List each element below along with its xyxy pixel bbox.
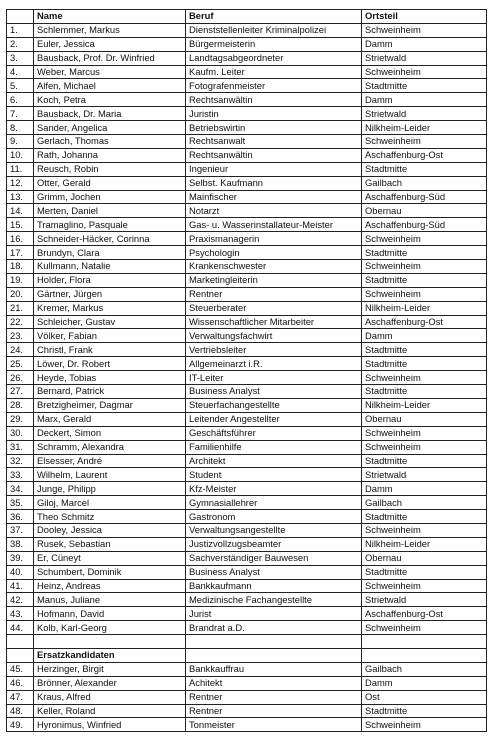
cell-beruf: Rentner bbox=[186, 287, 362, 301]
cell-name: Gerlach, Thomas bbox=[34, 135, 186, 149]
cell-name: Bausback, Prof. Dr. Winfried bbox=[34, 51, 186, 65]
table-row bbox=[7, 218, 487, 232]
cell-beruf: Ingenieur bbox=[186, 162, 362, 176]
cell-ortsteil: Schweinheim bbox=[362, 579, 487, 593]
cell-name: Rath, Johanna bbox=[34, 148, 186, 162]
cell-beruf: Rentner bbox=[186, 704, 362, 718]
cell-nr: 5. bbox=[7, 79, 34, 93]
cell-beruf: Student bbox=[186, 468, 362, 482]
cell-nr: 32. bbox=[7, 454, 34, 468]
cell-beruf: Vertriebsleiter bbox=[186, 343, 362, 357]
cell-nr: 27. bbox=[7, 385, 34, 399]
table-row bbox=[7, 315, 487, 329]
cell-nr: 1. bbox=[7, 23, 34, 37]
cell-beruf: Leitender Angestellter bbox=[186, 412, 362, 426]
cell-ortsteil: Stadtmitte bbox=[362, 510, 487, 524]
cell-beruf: Verwaltungsangestellte bbox=[186, 523, 362, 537]
cell-name: Bausback, Dr. Maria bbox=[34, 107, 186, 121]
cell-ortsteil: Schweinheim bbox=[362, 371, 487, 385]
cell-ortsteil: Schweinheim bbox=[362, 232, 487, 246]
cell-beruf: Rentner bbox=[186, 690, 362, 704]
cell-beruf: Achitekt bbox=[186, 676, 362, 690]
cell-beruf: Rechtsanwältin bbox=[186, 93, 362, 107]
cell-ortsteil: Aschaffenburg-Ost bbox=[362, 315, 487, 329]
cell-name: Bretzigheimer, Dagmar bbox=[34, 398, 186, 412]
table-row bbox=[7, 690, 487, 704]
cell-name: Wilhelm, Laurent bbox=[34, 468, 186, 482]
cell-beruf: Steuerfachangestellte bbox=[186, 398, 362, 412]
cell-ortsteil: Damm bbox=[362, 37, 487, 51]
cell-beruf: Notarzt bbox=[186, 204, 362, 218]
cell-ortsteil: Gailbach bbox=[362, 496, 487, 510]
cell-name: Kremer, Markus bbox=[34, 301, 186, 315]
cell-beruf: Gas- u. Wasserinstallateur-Meister bbox=[186, 218, 362, 232]
cell-beruf: Betriebswirtin bbox=[186, 121, 362, 135]
cell-beruf: Business Analyst bbox=[186, 565, 362, 579]
table-row bbox=[7, 246, 487, 260]
cell-nr: 18. bbox=[7, 260, 34, 274]
ersatz-heading: Ersatzkandidaten bbox=[34, 648, 186, 662]
cell-beruf: Psychologin bbox=[186, 246, 362, 260]
cell-beruf: Justizvollzugsbeamter bbox=[186, 537, 362, 551]
cell-nr: 45. bbox=[7, 662, 34, 676]
table-row bbox=[7, 468, 487, 482]
table-row bbox=[7, 343, 487, 357]
cell-name: Hyronimus, Winfried bbox=[34, 718, 186, 732]
cell-nr: 6. bbox=[7, 93, 34, 107]
cell-beruf: Familienhilfe bbox=[186, 440, 362, 454]
cell-name: Herzinger, Birgit bbox=[34, 662, 186, 676]
cell-ortsteil: Damm bbox=[362, 482, 487, 496]
cell-ortsteil: Strietwald bbox=[362, 593, 487, 607]
cell-nr: 4. bbox=[7, 65, 34, 79]
cell-beruf: Marketingleiterin bbox=[186, 273, 362, 287]
cell-nr: 2. bbox=[7, 37, 34, 51]
table-row bbox=[7, 287, 487, 301]
cell-name: Otter, Gerald bbox=[34, 176, 186, 190]
table-row bbox=[7, 37, 487, 51]
cell-ortsteil: Stadtmitte bbox=[362, 385, 487, 399]
cell-ortsteil: Aschaffenburg-Ost bbox=[362, 607, 487, 621]
cell-name: Elsesser, André bbox=[34, 454, 186, 468]
table-row bbox=[7, 523, 487, 537]
cell-ortsteil: Schweinheim bbox=[362, 523, 487, 537]
cell-ortsteil: Stadtmitte bbox=[362, 79, 487, 93]
cell-nr: 11. bbox=[7, 162, 34, 176]
cell-name: Alfen, Michael bbox=[34, 79, 186, 93]
cell-ortsteil: Nilkheim-Leider bbox=[362, 398, 487, 412]
cell-nr: 8. bbox=[7, 121, 34, 135]
cell-beruf: Rechtsanwältin bbox=[186, 148, 362, 162]
cell-beruf: Steuerberater bbox=[186, 301, 362, 315]
cell-nr: 10. bbox=[7, 148, 34, 162]
cell-nr: 49. bbox=[7, 718, 34, 732]
cell-nr: 19. bbox=[7, 273, 34, 287]
cell-ortsteil: Stadtmitte bbox=[362, 565, 487, 579]
cell-name: Theo Schmitz bbox=[34, 510, 186, 524]
cell-ortsteil: Stadtmitte bbox=[362, 357, 487, 371]
cell-ortsteil: Gailbach bbox=[362, 662, 487, 676]
table-row bbox=[7, 412, 487, 426]
cell-name: Er, Cüneyt bbox=[34, 551, 186, 565]
table-row bbox=[7, 121, 487, 135]
cell-beruf: Verwaltungsfachwirt bbox=[186, 329, 362, 343]
cell-name: Schramm, Alexandra bbox=[34, 440, 186, 454]
cell-beruf: IT-Leiter bbox=[186, 371, 362, 385]
cell-name: Grimm, Jochen bbox=[34, 190, 186, 204]
cell-nr: 33. bbox=[7, 468, 34, 482]
table-row bbox=[7, 537, 487, 551]
cell-name: Heinz, Andreas bbox=[34, 579, 186, 593]
table-row bbox=[7, 482, 487, 496]
cell-nr: 20. bbox=[7, 287, 34, 301]
cell-ortsteil: Stadtmitte bbox=[362, 343, 487, 357]
cell-nr: 12. bbox=[7, 176, 34, 190]
table-row bbox=[7, 162, 487, 176]
cell-name: Christl, Frank bbox=[34, 343, 186, 357]
cell-beruf: Business Analyst bbox=[186, 385, 362, 399]
cell-ortsteil: Schweinheim bbox=[362, 23, 487, 37]
candidate-list bbox=[7, 23, 487, 634]
table-row bbox=[7, 93, 487, 107]
cell-nr: 43. bbox=[7, 607, 34, 621]
table-row bbox=[7, 260, 487, 274]
table-row bbox=[7, 440, 487, 454]
cell-ortsteil: Obernau bbox=[362, 204, 487, 218]
cell-beruf: Kaufm. Leiter bbox=[186, 65, 362, 79]
header-beruf: Beruf bbox=[186, 10, 362, 24]
cell-ortsteil: Ost bbox=[362, 690, 487, 704]
cell-name: Rusek, Sebastian bbox=[34, 537, 186, 551]
table-row bbox=[7, 79, 487, 93]
cell-nr: 16. bbox=[7, 232, 34, 246]
cell-nr: 47. bbox=[7, 690, 34, 704]
table-row bbox=[7, 176, 487, 190]
table-row bbox=[7, 65, 487, 79]
table-row bbox=[7, 607, 487, 621]
table-row bbox=[7, 398, 487, 412]
cell-name: Schneider-Häcker, Corinna bbox=[34, 232, 186, 246]
cell-ortsteil: Damm bbox=[362, 676, 487, 690]
cell-name: Merten, Daniel bbox=[34, 204, 186, 218]
table-row bbox=[7, 371, 487, 385]
table-row bbox=[7, 621, 487, 635]
cell-ortsteil: Nilkheim-Leider bbox=[362, 537, 487, 551]
cell-beruf: Brandrat a.D. bbox=[186, 621, 362, 635]
cell-name: Reusch, Robin bbox=[34, 162, 186, 176]
cell-nr: 40. bbox=[7, 565, 34, 579]
cell-beruf: Fotografenmeister bbox=[186, 79, 362, 93]
cell-nr: 17. bbox=[7, 246, 34, 260]
cell-ortsteil: Schweinheim bbox=[362, 426, 487, 440]
cell-nr: 21. bbox=[7, 301, 34, 315]
cell-ortsteil: Nilkheim-Leider bbox=[362, 121, 487, 135]
cell-nr: 31. bbox=[7, 440, 34, 454]
cell-beruf: Selbst. Kaufmann bbox=[186, 176, 362, 190]
cell-name: Hofmann, David bbox=[34, 607, 186, 621]
cell-ortsteil: Stadtmitte bbox=[362, 454, 487, 468]
table-row bbox=[7, 190, 487, 204]
cell-ortsteil: Schweinheim bbox=[362, 718, 487, 732]
cell-name: Gärtner, Jürgen bbox=[34, 287, 186, 301]
cell-name: Dooley, Jessica bbox=[34, 523, 186, 537]
cell-nr: 25. bbox=[7, 357, 34, 371]
cell-beruf: Mainfischer bbox=[186, 190, 362, 204]
cell-nr: 37. bbox=[7, 523, 34, 537]
cell-beruf: Medizinische Fachangestellte bbox=[186, 593, 362, 607]
cell-beruf: Allgemeinarzt i.R. bbox=[186, 357, 362, 371]
cell-beruf: Landtagsabgeordneter bbox=[186, 51, 362, 65]
cell-nr: 36. bbox=[7, 510, 34, 524]
cell-ortsteil: Damm bbox=[362, 93, 487, 107]
cell-ortsteil: Schweinheim bbox=[362, 440, 487, 454]
table-row bbox=[7, 579, 487, 593]
cell-ortsteil: Gailbach bbox=[362, 176, 487, 190]
cell-beruf: Gastronom bbox=[186, 510, 362, 524]
header-nr bbox=[7, 10, 34, 24]
table-row bbox=[7, 676, 487, 690]
cell-name: Deckert, Simon bbox=[34, 426, 186, 440]
ersatz-heading-row bbox=[7, 648, 487, 662]
cell-name: Brundyn, Clara bbox=[34, 246, 186, 260]
header-ortsteil: Ortsteil bbox=[362, 10, 487, 24]
table-row bbox=[7, 148, 487, 162]
cell-nr: 9. bbox=[7, 135, 34, 149]
separator bbox=[7, 635, 487, 663]
cell-nr: 7. bbox=[7, 107, 34, 121]
table-row bbox=[7, 232, 487, 246]
table-row bbox=[7, 454, 487, 468]
table-row bbox=[7, 107, 487, 121]
cell-ortsteil: Obernau bbox=[362, 551, 487, 565]
cell-nr: 3. bbox=[7, 51, 34, 65]
cell-nr: 41. bbox=[7, 579, 34, 593]
cell-ortsteil: Aschaffenburg-Süd bbox=[362, 190, 487, 204]
cell-ortsteil: Schweinheim bbox=[362, 135, 487, 149]
table-row bbox=[7, 565, 487, 579]
cell-beruf: Tonmeister bbox=[186, 718, 362, 732]
table-row bbox=[7, 496, 487, 510]
table-row bbox=[7, 593, 487, 607]
cell-name: Junge, Philipp bbox=[34, 482, 186, 496]
cell-name: Sander, Angelica bbox=[34, 121, 186, 135]
table-row bbox=[7, 551, 487, 565]
cell-beruf: Praxismanagerin bbox=[186, 232, 362, 246]
cell-nr: 34. bbox=[7, 482, 34, 496]
table-row bbox=[7, 51, 487, 65]
table-row bbox=[7, 426, 487, 440]
cell-nr: 48. bbox=[7, 704, 34, 718]
cell-nr: 44. bbox=[7, 621, 34, 635]
table-row bbox=[7, 718, 487, 732]
cell-name: Holder, Flora bbox=[34, 273, 186, 287]
cell-ortsteil: Obernau bbox=[362, 412, 487, 426]
table-row bbox=[7, 204, 487, 218]
cell-name: Völker, Fabian bbox=[34, 329, 186, 343]
cell-beruf: Bankkauffrau bbox=[186, 662, 362, 676]
table-row bbox=[7, 273, 487, 287]
table-header-row bbox=[7, 10, 487, 24]
cell-beruf: Gymnasiallehrer bbox=[186, 496, 362, 510]
table-row bbox=[7, 135, 487, 149]
cell-ortsteil: Schweinheim bbox=[362, 287, 487, 301]
table-row bbox=[7, 510, 487, 524]
cell-ortsteil: Schweinheim bbox=[362, 65, 487, 79]
cell-beruf: Geschäftsführer bbox=[186, 426, 362, 440]
cell-ortsteil: Stadtmitte bbox=[362, 246, 487, 260]
cell-beruf: Krankenschwester bbox=[186, 260, 362, 274]
cell-beruf: Wissenschaftlicher Mitarbeiter bbox=[186, 315, 362, 329]
cell-beruf: Bankkaufmann bbox=[186, 579, 362, 593]
cell-ortsteil: Schweinheim bbox=[362, 621, 487, 635]
cell-nr: 28. bbox=[7, 398, 34, 412]
table-row bbox=[7, 662, 487, 676]
cell-beruf: Juristin bbox=[186, 107, 362, 121]
cell-name: Kullmann, Natalie bbox=[34, 260, 186, 274]
cell-nr: 42. bbox=[7, 593, 34, 607]
cell-name: Koch, Petra bbox=[34, 93, 186, 107]
cell-name: Schleicher, Gustav bbox=[34, 315, 186, 329]
cell-ortsteil: Strietwald bbox=[362, 51, 487, 65]
ersatz-list bbox=[7, 662, 487, 731]
cell-nr: 15. bbox=[7, 218, 34, 232]
cell-beruf: Dienststellenleiter Kriminalpolizei bbox=[186, 23, 362, 37]
cell-beruf: Rechtsanwalt bbox=[186, 135, 362, 149]
cell-name: Löwer, Dr. Robert bbox=[34, 357, 186, 371]
cell-name: Weber, Marcus bbox=[34, 65, 186, 79]
cell-nr: 38. bbox=[7, 537, 34, 551]
cell-ortsteil: Damm bbox=[362, 329, 487, 343]
cell-ortsteil: Nilkheim-Leider bbox=[362, 301, 487, 315]
table-row bbox=[7, 301, 487, 315]
cell-nr: 23. bbox=[7, 329, 34, 343]
cell-beruf: Bürgermeisterin bbox=[186, 37, 362, 51]
cell-ortsteil: Strietwald bbox=[362, 468, 487, 482]
cell-name: Marx, Gerald bbox=[34, 412, 186, 426]
cell-ortsteil: Schweinheim bbox=[362, 260, 487, 274]
cell-beruf: Sachverständiger Bauwesen bbox=[186, 551, 362, 565]
cell-ortsteil: Stadtmitte bbox=[362, 704, 487, 718]
cell-name: Kolb, Karl-Georg bbox=[34, 621, 186, 635]
cell-name: Schumbert, Dominik bbox=[34, 565, 186, 579]
cell-name: Euler, Jessica bbox=[34, 37, 186, 51]
cell-name: Brönner, Alexander bbox=[34, 676, 186, 690]
cell-name: Bernard, Patrick bbox=[34, 385, 186, 399]
header-name: Name bbox=[34, 10, 186, 24]
cell-nr: 46. bbox=[7, 676, 34, 690]
cell-beruf: Architekt bbox=[186, 454, 362, 468]
cell-nr: 30. bbox=[7, 426, 34, 440]
table-row bbox=[7, 385, 487, 399]
table-row bbox=[7, 329, 487, 343]
cell-nr: 13. bbox=[7, 190, 34, 204]
cell-nr: 22. bbox=[7, 315, 34, 329]
cell-nr: 14. bbox=[7, 204, 34, 218]
cell-nr: 29. bbox=[7, 412, 34, 426]
cell-nr: 26. bbox=[7, 371, 34, 385]
cell-ortsteil: Aschaffenburg-Süd bbox=[362, 218, 487, 232]
cell-name: Kraus, Alfred bbox=[34, 690, 186, 704]
cell-beruf: Jurist bbox=[186, 607, 362, 621]
cell-ortsteil: Strietwald bbox=[362, 107, 487, 121]
table-row bbox=[7, 704, 487, 718]
empty-row bbox=[7, 635, 487, 649]
cell-name: Heyde, Tobias bbox=[34, 371, 186, 385]
table-row bbox=[7, 357, 487, 371]
cell-beruf: Kfz-Meister bbox=[186, 482, 362, 496]
cell-name: Manus, Juliane bbox=[34, 593, 186, 607]
cell-name: Tramaglino, Pasquale bbox=[34, 218, 186, 232]
cell-nr: 24. bbox=[7, 343, 34, 357]
cell-ortsteil: Stadtmitte bbox=[362, 162, 487, 176]
cell-ortsteil: Stadtmitte bbox=[362, 273, 487, 287]
cell-nr: 35. bbox=[7, 496, 34, 510]
cell-name: Schlemmer, Markus bbox=[34, 23, 186, 37]
table-row bbox=[7, 23, 487, 37]
cell-ortsteil: Aschaffenburg-Ost bbox=[362, 148, 487, 162]
cell-name: Keller, Roland bbox=[34, 704, 186, 718]
cell-name: Giloj, Marcel bbox=[34, 496, 186, 510]
cell-nr: 39. bbox=[7, 551, 34, 565]
candidate-table bbox=[6, 9, 487, 732]
